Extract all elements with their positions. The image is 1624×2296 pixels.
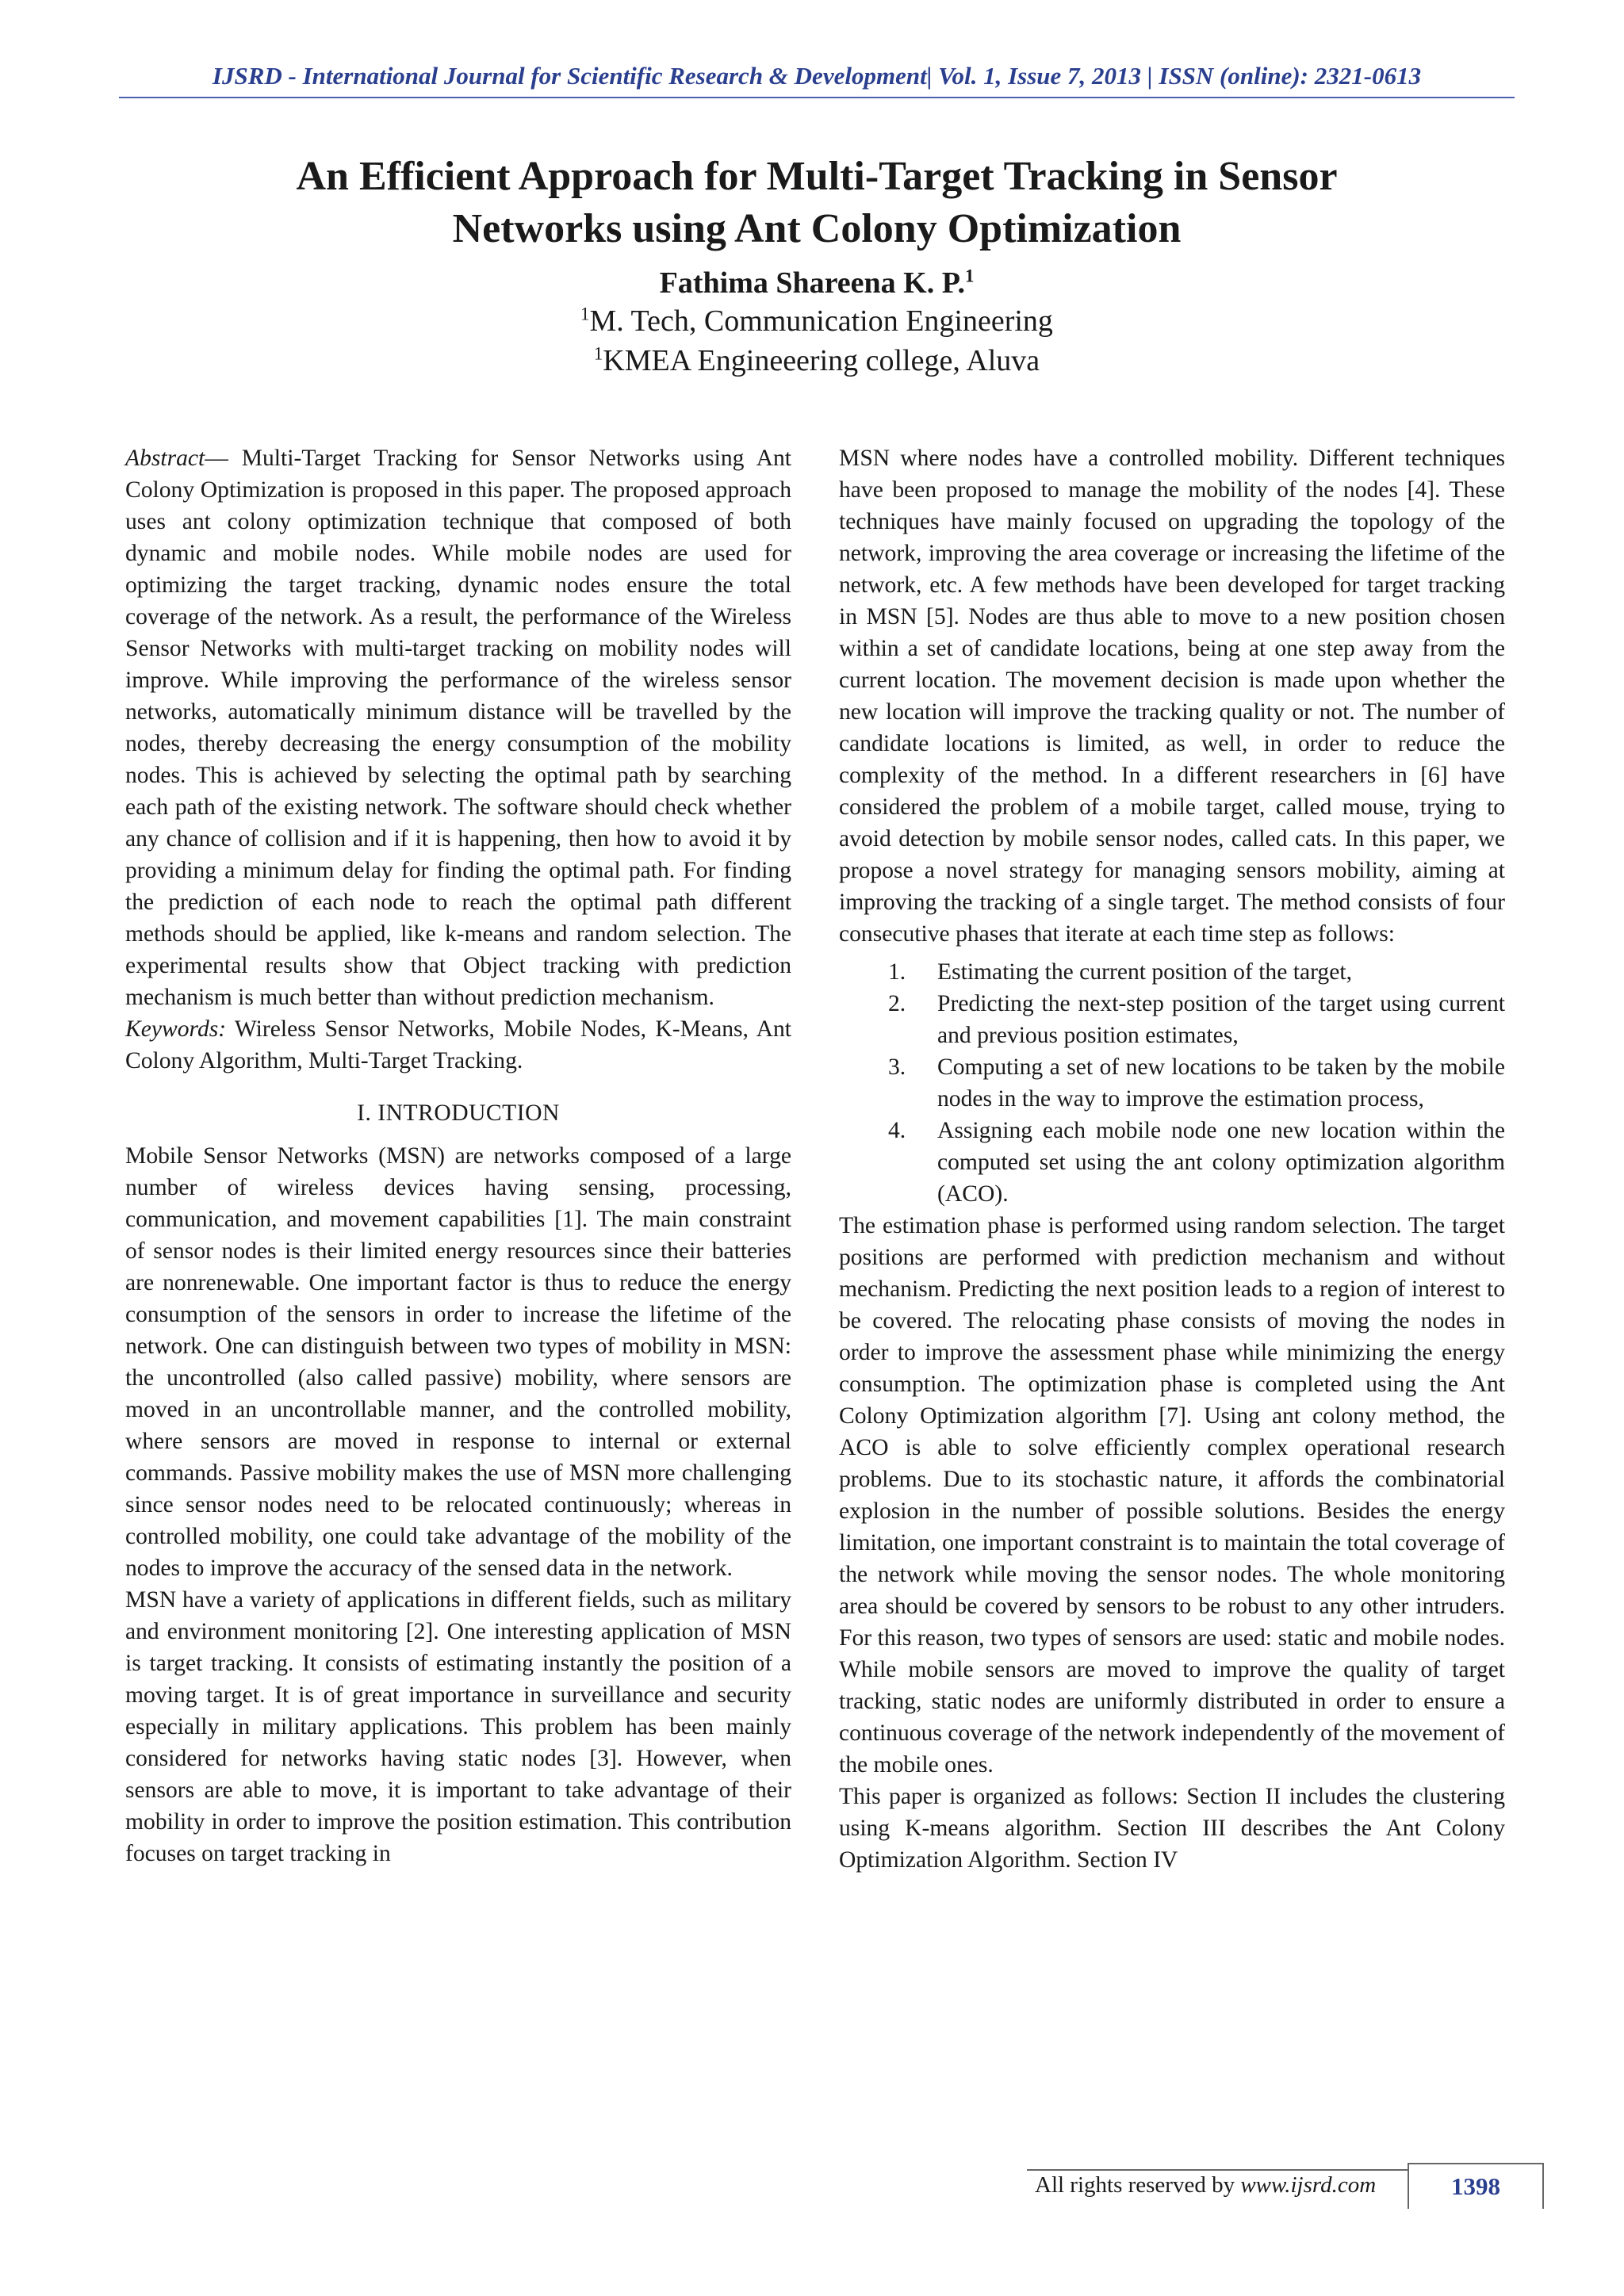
footer-site-link[interactable]: www.ijsrd.com xyxy=(1240,2172,1377,2198)
author-name-text: Fathima Shareena K. P. xyxy=(659,266,965,300)
list-item xyxy=(839,956,1505,988)
keywords-text: Wireless Sensor Networks, Mobile Nodes, K-Means, Ant Colony Algorithm, Multi-Target Tracking. xyxy=(125,1016,791,1073)
title-block xyxy=(119,151,1515,381)
right-column xyxy=(839,442,1505,1876)
affil-2-sup: 1 xyxy=(593,343,603,364)
intro-paragraph-2: MSN have a variety of applications in different fields, such as military and environment monitoring [2]. One interesting application of MSN is target tracking. It consists of estimating instantly the position of a moving target. It is of great importance in surveillance and security especially in military applications. This problem has been mainly considered for networks having static nodes [3]. However, when sensors are able to move, it is important to take advantage of their mobility in order to improve the position estimation. This contribution focuses on target tracking in xyxy=(125,1587,791,1866)
footer-rights-text: All rights reserved by xyxy=(1035,2172,1241,2198)
intro-paragraph-3: MSN where nodes have a controlled mobility. Different techniques have been proposed to manage the mobility of the nodes [4]. These techniques have mainly focused on upgrading the topology of the network, improving the area coverage or increasing the lifetime of the network, etc. A few methods have been developed for target tracking in MSN [5]. Nodes are thus able to move to a new position chosen within a set of candidate locations, being at one step away from the current location. The movement decision is made upon whether the new location will improve the tracking quality or not. The number of candidate locations is limited, as well, in order to reduce the complexity of the method. In a different researchers in [6] have considered the problem of a mobile target, called mouse, trying to avoid detection by mobile sensor nodes, called cats. In this paper, we propose a novel strategy for managing sensors mobility, aiming at improving the tracking of a single target. The method consists of four consecutive phases that iterate at each time step as follows: xyxy=(839,446,1505,947)
keywords xyxy=(125,1013,791,1077)
phase-list xyxy=(839,956,1505,1210)
section-heading-introduction: I. INTRODUCTION xyxy=(357,1100,560,1126)
journal-header: IJSRD - International Journal for Scientific Research & Development| Vol. 1, Issue 7, 2013 | ISSN (online): 2321-0613 xyxy=(212,62,1422,90)
list-number: 1. xyxy=(888,959,906,985)
paper-title xyxy=(119,151,1515,255)
abstract-text: — Multi-Target Tracking for Sensor Networks using Ant Colony Optimization is proposed in this paper. The proposed approach uses ant colony optimization technique that composed of both dynamic and mobile nodes. While mobile nodes are used for optimizing the target tracking, dynamic nodes ensure the total coverage of the network. As a result, the performance of the Wireless Sensor Networks with multi-target tracking on mobility nodes will improve. While improving the performance of the wireless sensor networks, automatically minimum distance will be travelled by the nodes, thereby decreasing the energy consumption of the mobility nodes. This is achieved by selecting the optimal path by searching each path of the existing network. The software should check whether any chance of collision and if it is happening, then how to avoid it by providing a minimum delay for finding the optimal path. For finding the prediction of each node to reach the optimal path different methods should be applied, like k-means and random selection. The experimental results show that Object tracking with prediction mechanism is much better than without prediction mechanism. xyxy=(125,446,791,1010)
list-number: 2. xyxy=(888,991,906,1016)
intro-paragraph-4: The estimation phase is performed using random selection. The target positions are performed with prediction mechanism and without mechanism. Predicting the next position leads to a region of interest to be covered. The relocating phase consists of moving the nodes in order to improve the assessment phase while minimizing the energy consumption. The optimization phase is completed using the Ant Colony Optimization algorithm [7]. Using ant colony method, the ACO is able to solve efficiently complex operational research problems. Due to its stochastic nature, it affords the combinatorial explosion in the number of possible solutions. Besides the energy limitation, one important constraint is to maintain the total coverage of the network while moving the sensor nodes. The whole monitoring area should be covered by sensors to be robust to any other intruders. For this reason, two types of sensors are used: static and mobile nodes. While mobile sensors are moved to improve the quality of target tracking, static nodes are uniformly distributed in order to ensure a continuous coverage of the network independently of the movement of the mobile ones. xyxy=(839,1213,1505,1777)
abstract xyxy=(125,442,791,1013)
footer-rule xyxy=(1027,2169,1408,2171)
page-number-box xyxy=(1408,2163,1544,2209)
header-rule xyxy=(119,97,1515,98)
title-line-1: An Efficient Approach for Multi-Target Tracking in Sensor xyxy=(296,154,1338,199)
affiliation-2 xyxy=(119,341,1515,381)
left-column xyxy=(125,442,791,1869)
title-line-2: Networks using Ant Colony Optimization xyxy=(452,206,1182,251)
page-number: 1398 xyxy=(1451,2172,1500,2200)
affil-1-text: M. Tech, Communication Engineering xyxy=(589,304,1053,338)
list-number: 3. xyxy=(888,1054,906,1080)
list-text: Assigning each mobile node one new location within the computed set using the ant colony optimization algorithm (ACO). xyxy=(937,1118,1505,1207)
footer-rights xyxy=(1035,2172,1376,2198)
keywords-label: Keywords: xyxy=(125,1016,227,1042)
abstract-label: Abstract xyxy=(125,446,205,471)
list-item xyxy=(839,1115,1505,1210)
intro-paragraph-1: Mobile Sensor Networks (MSN) are networks composed of a large number of wireless devices having sensing, processing, communication, and movement capabilities [1]. The main constraint of sensor nodes is their limited energy resources since their batteries are nonrenewable. One important factor is thus to reduce the energy consumption of the sensors in order to increase the lifetime of the network. One can distinguish between two types of mobility in MSN: the uncontrolled (also called passive) mobility, where sensors are moved in an uncontrollable manner, and the controlled mobility, where sensors are moved in response to internal or external commands. Passive mobility makes the use of MSN more challenging since sensor nodes need to be relocated continuously; whereas in controlled mobility, one could take advantage of the mobility of the nodes to improve the accuracy of the sensed data in the network. xyxy=(125,1143,791,1581)
intro-paragraph-5: This paper is organized as follows: Section II includes the clustering using K-means algorithm. Section III describes the Ant Colony Optimization Algorithm. Section IV xyxy=(839,1784,1505,1873)
affil-1-sup: 1 xyxy=(580,304,590,324)
author-sup: 1 xyxy=(964,266,975,286)
list-number: 4. xyxy=(888,1118,906,1143)
list-item xyxy=(839,1051,1505,1115)
affiliation-1 xyxy=(119,301,1515,341)
affil-2-text: KMEA Engineeering college, Aluva xyxy=(603,344,1040,377)
list-item xyxy=(839,988,1505,1051)
list-text: Predicting the next-step position of the target using current and previous position estimates, xyxy=(937,991,1505,1048)
list-text: Computing a set of new locations to be taken by the mobile nodes in the way to improve the estimation process, xyxy=(937,1054,1505,1112)
list-text: Estimating the current position of the target, xyxy=(937,959,1352,985)
author-name xyxy=(119,265,1515,301)
